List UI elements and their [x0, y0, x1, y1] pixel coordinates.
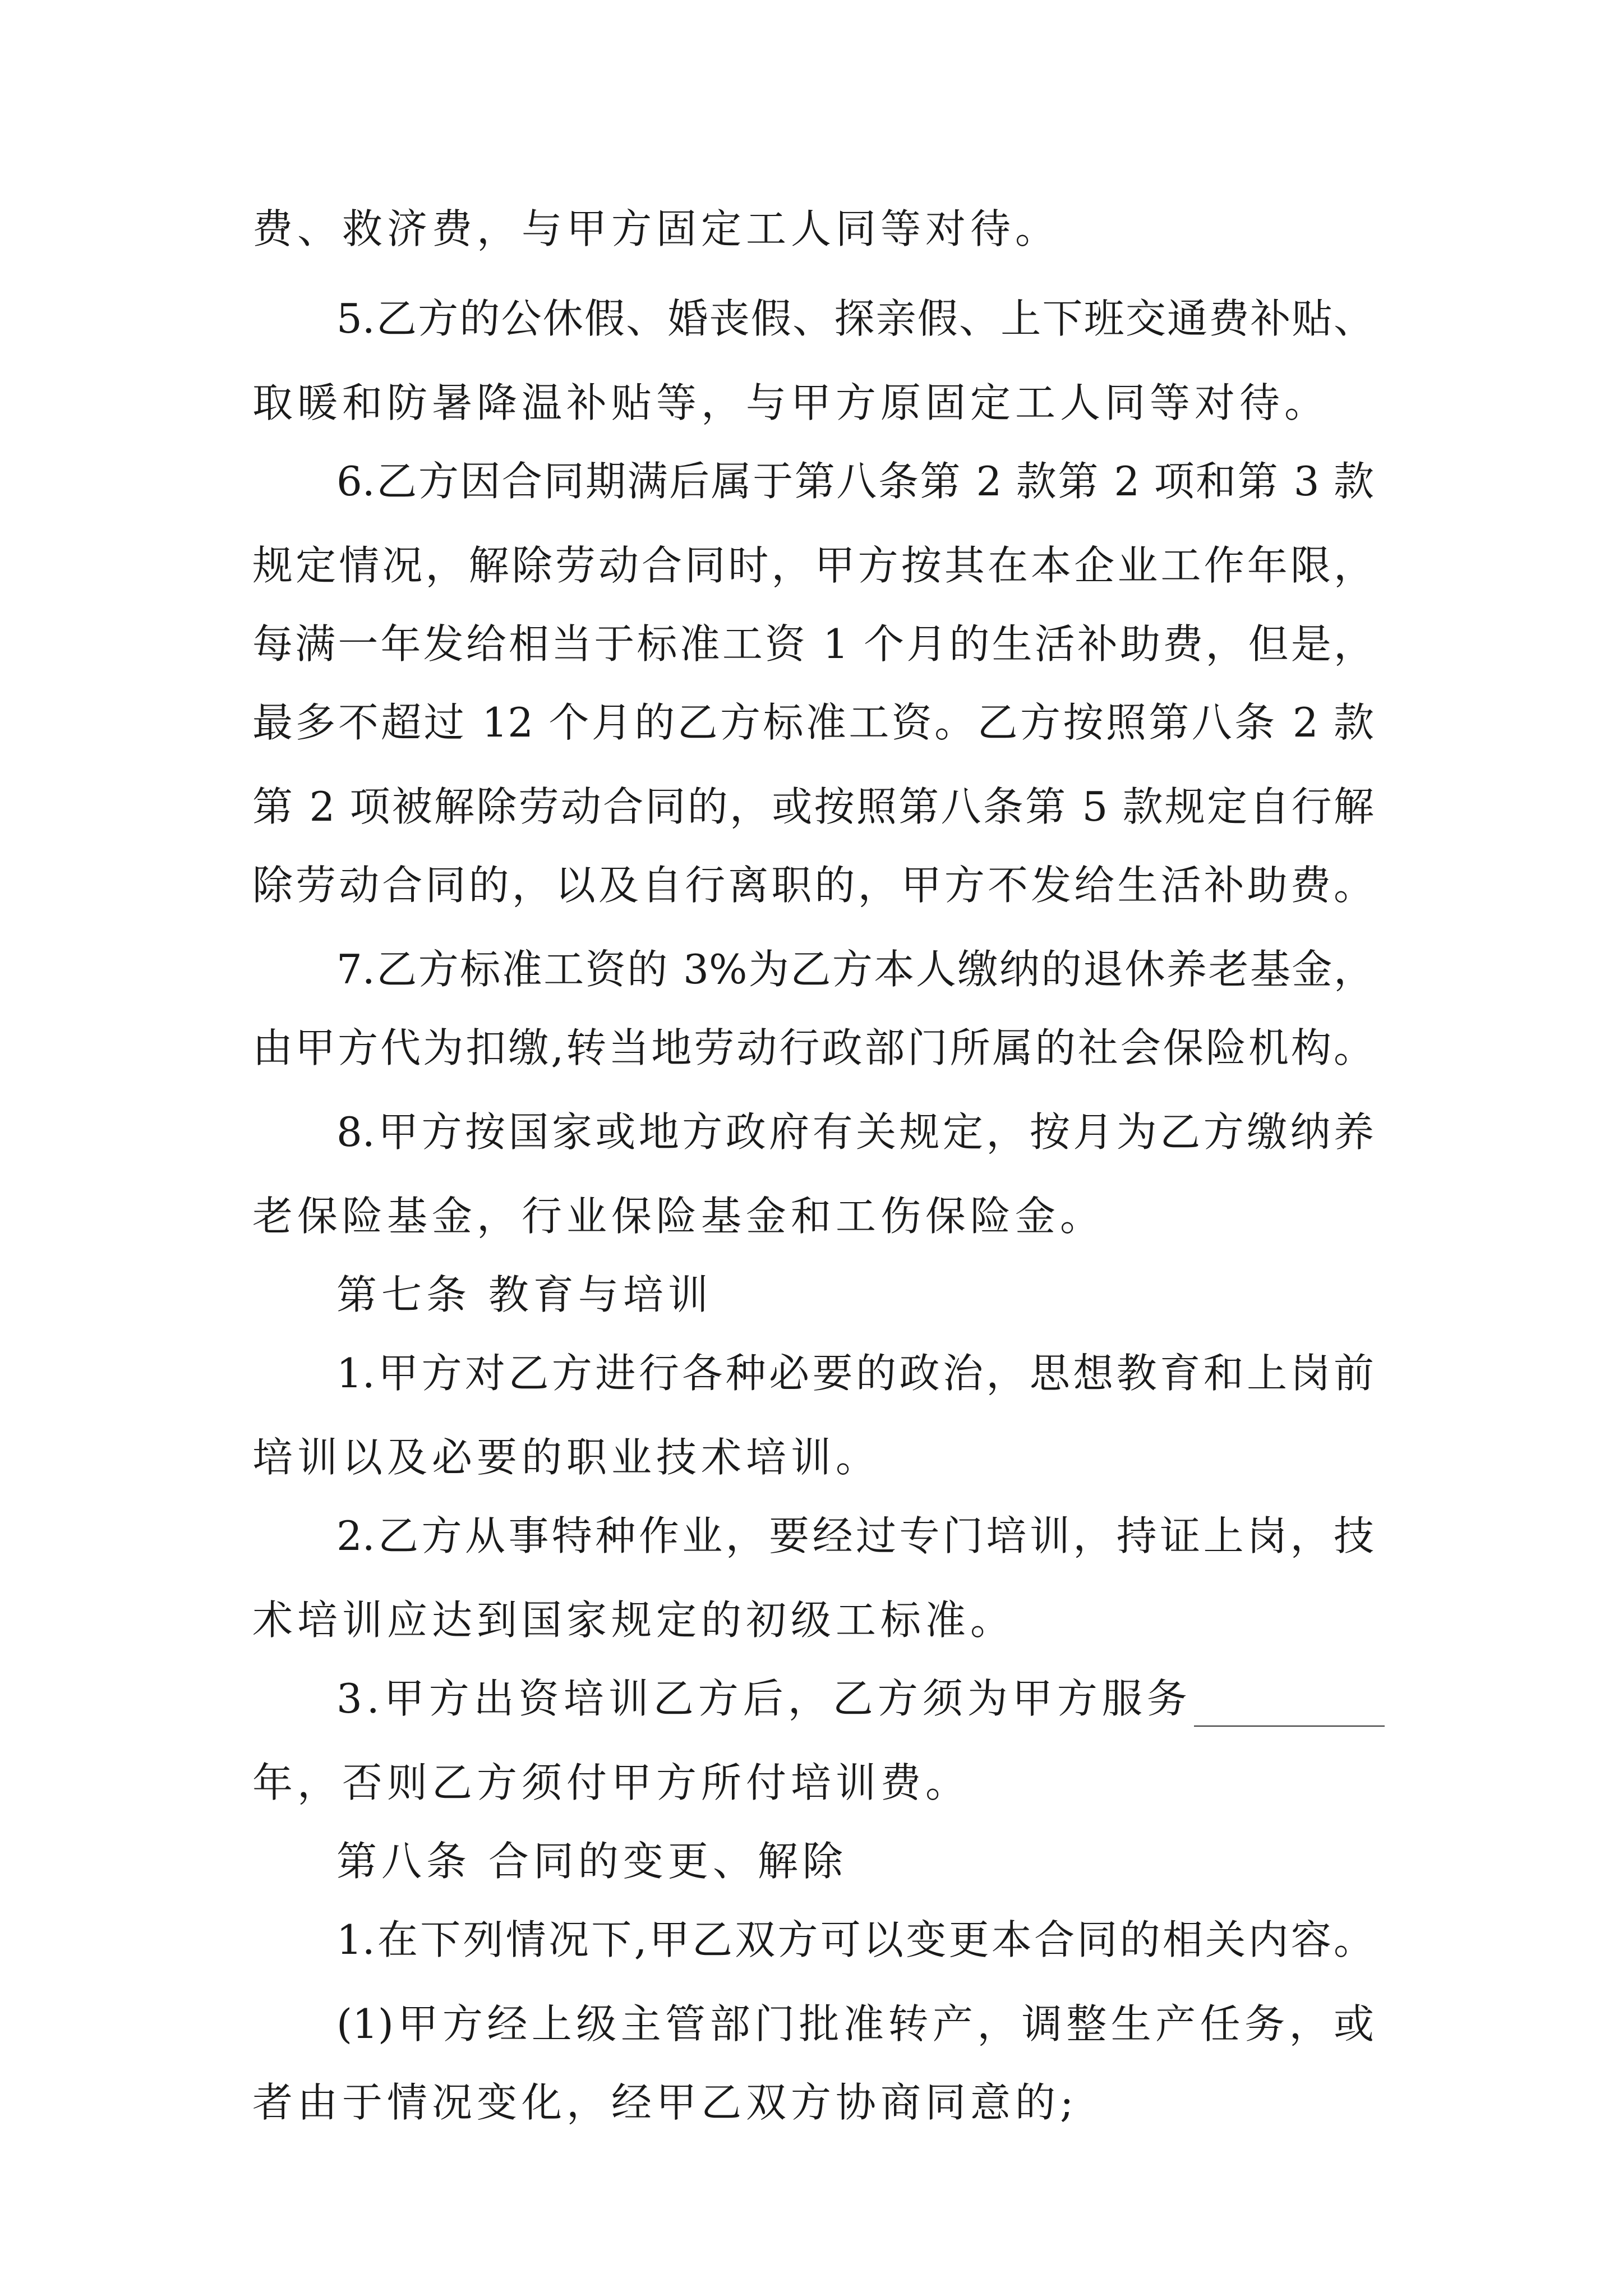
text-line: 2.乙方从事特种作业，要经过专门培训，持证上岗，技	[336, 1512, 1374, 1559]
text-line: 由甲方代为扣缴,转当地劳动行政部门所属的社会保险机构。	[252, 1024, 1374, 1071]
text-line: 培训以及必要的职业技术培训。	[252, 1434, 881, 1481]
text-line: 年，否则乙方须付甲方所付培训费。	[252, 1759, 971, 1806]
text-line: (1)甲方经上级主管部门批准转产，调整生产任务，或	[336, 2000, 1374, 2047]
text-line: 5.乙方的公休假、婚丧假、探亲假、上下班交通费补贴、	[336, 295, 1374, 342]
text-line: 最多不超过 12 个月的乙方标准工资。乙方按照第八条 2 款	[252, 699, 1374, 746]
text-line: 规定情况，解除劳动合同时，甲方按其在本企业工作年限，	[252, 542, 1374, 589]
text-line: 老保险基金，行业保险基金和工伤保险金。	[252, 1193, 1105, 1240]
text-line: 者由于情况变化，经甲乙双方协商同意的;	[252, 2079, 1078, 2126]
text-line-with-blank	[336, 1671, 1385, 1727]
text-segment: 3.甲方出资培训乙方后，乙方须为甲方服务	[336, 1675, 1192, 1722]
fill-in-blank	[1194, 1686, 1385, 1727]
section-heading: 第七条 教育与培训	[336, 1271, 713, 1318]
text-line: 取暖和防暑降温补贴等，与甲方原固定工人同等对待。	[252, 379, 1330, 426]
section-heading: 第八条 合同的变更、解除	[336, 1838, 847, 1885]
text-line: 7.乙方标准工资的 3%为乙方本人缴纳的退休养老基金，	[336, 946, 1374, 993]
text-line: 费、救济费，与甲方固定工人同等对待。	[252, 205, 1061, 252]
text-line: 术培训应达到国家规定的初级工标准。	[252, 1596, 1016, 1644]
text-line: 每满一年发给相当于标准工资 1 个月的生活补助费，但是，	[252, 620, 1374, 668]
text-line: 6.乙方因合同期满后属于第八条第 2 款第 2 项和第 3 款	[336, 458, 1374, 505]
text-line: 除劳动合同的，以及自行离职的，甲方不发给生活补助费。	[252, 862, 1374, 909]
text-line: 1.甲方对乙方进行各种必要的政治，思想教育和上岗前	[336, 1350, 1374, 1397]
text-line: 8.甲方按国家或地方政府有关规定，按月为乙方缴纳养	[336, 1108, 1374, 1156]
text-line: 1.在下列情况下,甲乙双方可以变更本合同的相关内容。	[336, 1916, 1374, 1963]
text-line: 第 2 项被解除劳动合同的，或按照第八条第 5 款规定自行解	[252, 783, 1374, 830]
